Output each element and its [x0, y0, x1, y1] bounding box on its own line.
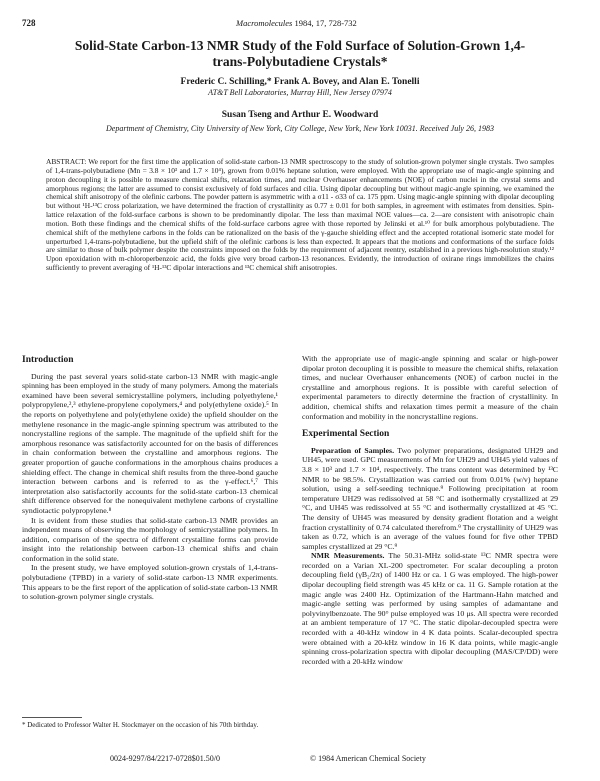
- intro-paragraph-3: In the present study, we have employed solution-grown crystals of 1,4-trans-polybutadiene (TPBD) in a variety of solid-state carbon-13 NMR experiments. This appears to be the first report of the application of solid-state carbon-13 NMR to solution-grown polymer single crystals.: [22, 563, 278, 602]
- right-column: [302, 354, 558, 666]
- page-number: 728: [22, 18, 36, 28]
- journal-volume: 1984, 17, 728-732: [294, 18, 357, 28]
- journal-header: [236, 18, 357, 28]
- experimental-heading: Experimental Section: [302, 429, 390, 440]
- nmr-label: NMR Measurements.: [311, 551, 385, 561]
- abstract: ABSTRACT: We report for the first time the application of solid-state carbon-13 NMR spectroscopy to the study of solution-grown polymer single crystals. Two samples of 1,4-trans-polybutadiene (Mn = 3.8 × 10³ and 1.7 × 10⁴), grown from 0.01% heptane solution, were employed. With the appropriate use of magic-angle spinning and proton decoupling it is possible to measure chemical shifts, relaxation times, and nuclear Overhauser enhancements (NOE) of carbon nuclei in the crystal stems and amorphous regions; the latter are assumed to consist exclusively of fold surfaces and cilia. Using dipolar decoupling but without magic-angle spinning, we examined the chemical shift anisotropy of the olefinic carbons. The powder pattern is asymmetric with a σ11 - σ33 of ca. 175 ppm. Using magic-angle spinning with dipolar decoupling but without ¹H-¹³C cross polarization, we have determined the fraction of crystallinity as 0.77 ± 0.01 for both samples, in agreement with estimates from densities. Spin-lattice relaxation of the fold-surface carbons is shown to be predominantly dipolar. The less than maximal NOE values—ca. 2—are consistent with anisotropic chain motion. Both these findings and the chemical shifts of the fold-surface carbons agree with those reported by Jelinski et al.¹⁰ for bulk amorphous polybutadiene. The chemical shift of the methylene carbons in the folds can be rationalized on the basis of the γ-gauche shielding effect and the accepted rotational isomeric state model for unperturbed 1,4-trans-polybutadiene, but the upfield shift of the olefinic carbons is less than expected. It appears that the motions and conformations of the surface folds are similar to those of bulk polymer despite the constraints imposed on the folds by the requirement of adjacent reentry, established in a previous high-resolution study.¹² Upon epoxidation with m-chloroperbenzoic acid, the folds give very broad carbon-13 resonances. Evidently, the introduction of oxirane rings immobilizes the chains sufficiently to prevent averaging of ¹H-¹³C dipolar interactions and ¹³C chemical shift anisotropies.: [46, 157, 554, 273]
- nmr-text: The 50.31-MHz solid-state ¹³C NMR spectra were recorded on a Varian XL-200 spectrometer. For scalar decoupling a proton decoupling field (γB₂/2π) of 1400 Hz or ca. 1 G was employed. The high-power dipolar decoupling field strength was 45 kHz or ca. 11 G. Sample rotation at the magic angle was 2400 Hz. Optimization of the Hartmann-Hahn matched and magic-angle setting was performed by using samples of adamantane and polyvinylbenzoate. The 90° pulse employed was 10 μs. All spectra were recorded at an ambient temperature of 17 °C. The static dipolar-decoupled spectra were recorded with a 40-kHz window in 4 K data points. Scalar-decoupled spectra were obtained with a 20-kHz window in 16 K data points, while magic-angle spinning cross-polarization spectra with dipolar decoupling (MAS/CP/DD) were recorded with a 20-kHz window: [302, 551, 558, 666]
- preparation-paragraph: [302, 446, 558, 552]
- authors-group-2: Susan Tseng and Arthur E. Woodward: [221, 110, 379, 120]
- preparation-label: Preparation of Samples.: [311, 445, 395, 455]
- affiliation-1: AT&T Bell Laboratories, Murray Hill, New Jersey 07974: [208, 88, 392, 97]
- introduction-heading: Introduction: [22, 355, 74, 365]
- intro-paragraph-2: It is evident from these studies that solid-state carbon-13 NMR provides an independent means of observing the morphology of semicrystalline polymers. In addition, comparison of the spectra of different crystalline forms can provide insight into the relationship between carbon-13 chemical shifts and chain conformation in the solid state.: [22, 515, 278, 563]
- intro-paragraph-1: During the past several years solid-state carbon-13 NMR with magic-angle spinning has been employed in the study of many polymers. Among the materials examined have been several semicrystalline polymers, including polyethylene,¹ polypropylene,²,³ ethylene-propylene copolymers,⁴ and poly(ethylene oxide).⁵ In the reports on polyethylene and poly(ethylene oxide) the upfield shoulder on the methylene resonance in the magic-angle spinning spectrum was attributed to the noncrystalline regions of the sample. The magnitude of the upfield shift for the amorphous resonance was satisfactorily accounted for on the basis of differences in chain conformation between the crystalline and amorphous regions. The greater proportion of gauche conformations in the amorphous chains produces a shielding effect. The change in chemical shift results from the three-bond gauche interaction between carbons and is referred to as the γ-effect.⁶,⁷ This interpretation also satisfactorily accounts for the solid-state carbon-13 chemical shift difference observed for the nonequivalent methylene carbons of crystalline syndiotactic polypropylene.⁸: [22, 371, 278, 515]
- affiliation-2: Department of Chemistry, City University of New York, City College, New York, New York 10031. Received July 26, 1983: [106, 124, 494, 133]
- authors-group-1: Frederic C. Schilling,* Frank A. Bovey, and Alan E. Tonelli: [180, 77, 420, 87]
- footnote-rule: [22, 717, 82, 718]
- intro-continuation: With the appropriate use of magic-angle spinning and scalar or high-power dipolar proton decoupling it is possible to measure the chemical shifts, relaxation times, and nuclear Overhauser enhancements (NOE) of carbon nuclei in the crystalline and amorphous regions. It is possible with careful selection of experimental parameters to directly determine the fraction of crystallinity. In addition, chemical shifts and relaxation times permit a measure of the chain conformation and mobility in the noncrystalline regions.: [302, 354, 558, 421]
- article-code: 0024-9297/84/2217-0728$01.50/0: [110, 754, 220, 763]
- nmr-paragraph: [302, 551, 558, 666]
- preparation-text: Two polymer preparations, designated UH29 and UH45, were used. GPC measurements of Mn for UH29 and UH45 yield values of 3.8 × 10³ and 1.7 × 10⁴, respectively. The trans content was determined by ¹³C NMR to be 98.5%. Crystallization was carried out from 0.01% (w/v) heptane solution, using a self-seeding technique.⁹ Following precipitation at room temperature UH29 was redissolved at 58 °C and isothermally crystallized at 29 °C, and UH45 was redissolved at 55 °C and isothermally crystallized at 45 °C. The density of UH45 was measured by density gradient flotation and a weight fraction crystallinity of 0.74 calculated therefrom.⁹ The crystallinity of UH29 was taken as 0.72, which is an average of the values found for five other TPBD samples crystallized at 29 °C.⁹: [302, 445, 558, 551]
- article-title: Solid-State Carbon-13 NMR Study of the Fold Surface of Solution-Grown 1,4-trans-Polybutadiene Crystals*: [74, 38, 526, 69]
- copyright: © 1984 American Chemical Society: [310, 754, 426, 763]
- dedication-footnote: * Dedicated to Professor Walter H. Stockmayer on the occasion of his 70th birthday.: [22, 721, 259, 729]
- journal-name: Macromolecules: [236, 18, 293, 28]
- left-column: [22, 356, 278, 602]
